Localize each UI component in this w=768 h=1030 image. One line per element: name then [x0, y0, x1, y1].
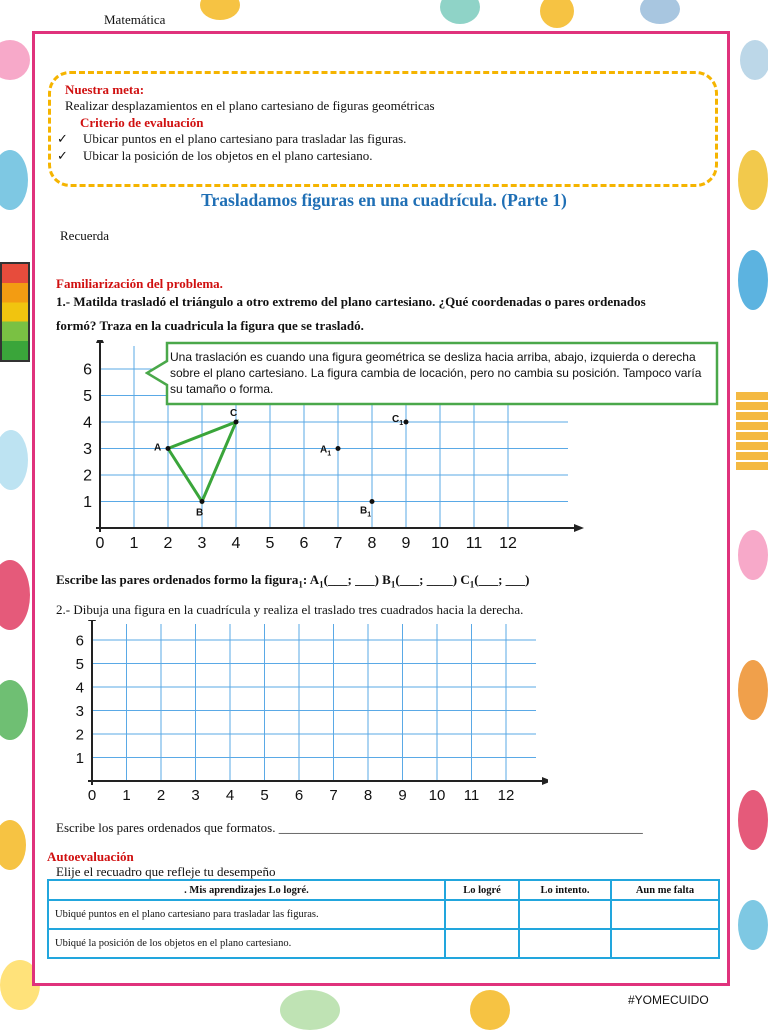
x-tick-label: 12: [497, 787, 515, 804]
decor-blob: [440, 0, 480, 24]
y-tick-label: 4: [83, 414, 92, 432]
y-tick-label: 5: [75, 655, 84, 673]
x-tick-label: 3: [197, 535, 207, 550]
point-label: A: [154, 442, 162, 454]
x-tick-label: 9: [398, 787, 407, 804]
x-tick-label: 11: [465, 535, 483, 550]
checkbox-cell[interactable]: [445, 929, 519, 958]
point-a: [166, 446, 171, 451]
check-icon: ✓: [57, 148, 68, 163]
x-tick-label: 0: [95, 535, 105, 550]
column-header: Lo intento.: [519, 880, 611, 900]
decor-blob: [740, 40, 768, 80]
subject-label: Matemática: [104, 12, 166, 27]
table-header-row: [48, 880, 719, 900]
column-header: . Mis aprendizajes Lo logré.: [48, 880, 445, 900]
criteria-heading: Criterio de evaluación: [80, 115, 204, 130]
criteria-item: ✓ Ubicar la posición de los objetos en el plano cartesiano.: [57, 148, 373, 163]
y-tick-label: 3: [83, 441, 92, 459]
check-icon: ✓: [57, 131, 68, 146]
page-title: Trasladamos figuras en una cuadrícula. (Parte 1): [201, 190, 567, 210]
question-1-line-1: 1.- Matilda trasladó el triángulo a otro extremo del plano cartesiano. ¿Qué coordenadas o pares ordenados: [56, 294, 646, 309]
y-tick-label: 1: [75, 749, 84, 767]
x-tick-label: 7: [329, 787, 338, 804]
x-axis-arrow: [574, 524, 584, 532]
decor-blob: [0, 40, 30, 80]
callout-text: Una traslación es cuando una figura geométrica se desliza hacia arriba, abajo, izquierda o derecha sobre el plano cartesiano. La figura cambia de locación, pero no cambia su posición. Tampoco varía su tamaño o forma.: [170, 350, 702, 396]
problem-heading: Familiarización del problema.: [56, 276, 223, 291]
x-tick-label: 7: [333, 535, 343, 550]
y-axis-arrow: [88, 620, 96, 621]
battery-decor: [0, 262, 30, 362]
table-row: [48, 929, 719, 958]
y-tick-label: 5: [83, 388, 92, 406]
x-axis-arrow: [542, 777, 548, 785]
decor-blob: [0, 680, 28, 740]
x-tick-label: 1: [129, 535, 139, 550]
question-2: 2.- Dibuja una figura en la cuadrícula y realiza el traslado tres cuadrados hacia la derecha.: [56, 602, 524, 617]
x-tick-label: 12: [499, 535, 517, 550]
checkbox-cell[interactable]: [611, 929, 719, 958]
point-label: $B_1$: [360, 505, 372, 519]
recuerda-label: Recuerda: [60, 228, 110, 243]
self-eval-instruction: Elije el recuadro que refleje tu desempeño: [56, 864, 276, 879]
decor-blob: [738, 660, 768, 720]
point-c1: [404, 420, 409, 425]
x-tick-label: 11: [463, 787, 480, 804]
row-label: Ubiqué la posición de los objetos en el plano cartesiano.: [48, 929, 445, 958]
column-header: Lo logré: [445, 880, 519, 900]
decor-blob: [0, 820, 26, 870]
point-a1: [336, 446, 341, 451]
decor-blob: [280, 990, 340, 1030]
x-tick-label: 1: [122, 787, 131, 804]
y-tick-label: 4: [75, 679, 84, 697]
x-tick-label: 9: [401, 535, 411, 550]
checkbox-cell[interactable]: [445, 900, 519, 929]
x-tick-label: 8: [367, 535, 377, 550]
goal-text: Realizar desplazamientos en el plano cartesiano de figuras geométricas: [65, 98, 435, 113]
decor-blob: [470, 990, 510, 1030]
x-tick-label: 10: [428, 787, 446, 804]
x-tick-label: 0: [87, 787, 97, 804]
x-tick-label: 5: [260, 787, 269, 804]
y-tick-label: 3: [75, 702, 84, 720]
point-label: C: [230, 408, 238, 419]
x-tick-label: 2: [163, 535, 173, 550]
decor-blob: [200, 0, 240, 20]
x-tick-label: 8: [363, 787, 373, 804]
write-pairs-line: Escribe los pares ordenados que formatos. ________________________________________________________: [56, 820, 643, 835]
point-label: $C_1$: [392, 414, 404, 427]
table-row: [48, 900, 719, 929]
checkbox-cell[interactable]: [519, 929, 611, 958]
decor-blob: [738, 530, 768, 580]
x-tick-label: 3: [191, 787, 200, 804]
x-tick-label: 5: [265, 535, 275, 550]
decor-blob: [640, 0, 680, 24]
y-tick-label: 6: [75, 632, 84, 650]
y-axis-arrow: [96, 340, 104, 343]
answer-line: Escribe las pares ordenados formo la figura$_1$: $A_1(\_\_\_$; ___) $B_1(\_\_\_$; ____) $C_1(\_\_\_$; ___): [56, 572, 530, 590]
y-tick-label: 6: [83, 361, 92, 379]
goal-heading: Nuestra meta:: [65, 82, 145, 97]
point-c: [234, 420, 239, 425]
x-tick-label: 4: [231, 535, 241, 550]
coin-decor: [540, 0, 574, 28]
column-header: Aun me falta: [611, 880, 719, 900]
point-label: $A_1$: [320, 444, 332, 458]
solar-panel-decor: [736, 390, 768, 470]
cartesian-grid-2: [58, 620, 548, 806]
x-tick-label: 6: [299, 535, 309, 550]
y-tick-label: 2: [83, 467, 92, 485]
y-tick-label: 1: [83, 494, 92, 512]
decor-blob: [738, 790, 768, 850]
point-b: [200, 499, 205, 504]
decor-blob: [738, 900, 768, 950]
checkbox-cell[interactable]: [519, 900, 611, 929]
decor-blob: [738, 250, 768, 310]
x-tick-label: 6: [294, 787, 304, 804]
y-tick-label: 2: [75, 726, 84, 744]
question-1-line-2: formó? Traza en la cuadricula la figura que se trasladó.: [56, 318, 364, 333]
point-label: B: [196, 507, 204, 519]
decor-blob: [0, 560, 30, 630]
self-eval-heading: Autoevaluación: [47, 849, 134, 864]
point-b1: [370, 499, 375, 504]
hashtag: #YOMECUIDO: [628, 993, 709, 1007]
x-tick-label: 10: [431, 535, 449, 550]
x-tick-label: 4: [225, 787, 235, 804]
criteria-item: ✓ Ubicar puntos en el plano cartesiano para trasladar las figuras.: [57, 131, 407, 146]
decor-blob: [0, 430, 28, 490]
self-eval-table: [47, 879, 720, 959]
row-label: Ubiqué puntos en el plano cartesiano para trasladar las figuras.: [48, 900, 445, 929]
checkbox-cell[interactable]: [611, 900, 719, 929]
x-tick-label: 2: [156, 787, 166, 804]
